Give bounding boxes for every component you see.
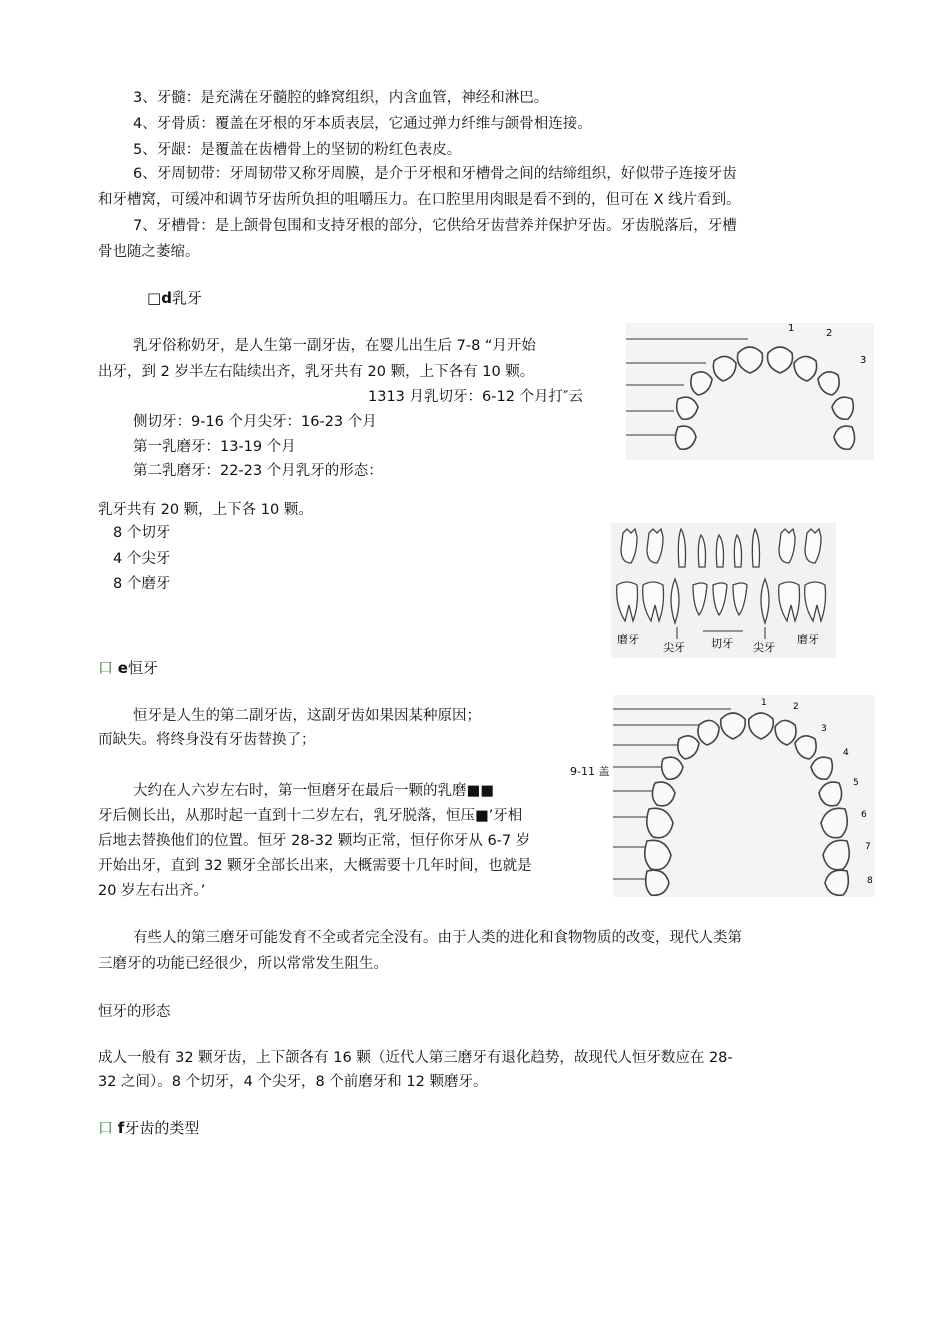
primary-forms-figure (611, 523, 836, 658)
permanent-para1-line-1: 恒牙是人生的第二副牙齿，这副牙齿如果因某种原因； (133, 708, 481, 724)
permanent-form-line-1: 成人一般有 32 颗牙齿，上下颌各有 16 颗（近代人第三磨牙有退化趋势，故现代人恒牙数应在 28- (98, 1050, 733, 1066)
primary-para-line-2: 出牙，到 2 岁半左右陆续出齐，乳牙共有 20 颗，上下各有 10 颗。 (98, 364, 535, 380)
forms-label-molar-right: 磨牙 (797, 633, 819, 646)
primary-count-line: 乳牙共有 20 颗，上下各 10 颗。 (98, 502, 313, 518)
primary-arch-svg (626, 323, 874, 460)
item-7-line-2: 骨也随之萎缩。 (98, 244, 200, 260)
primary-first-molar-line: 第一乳磨牙：13-19 个月 (133, 439, 296, 455)
item-5-gum: 5、牙龈：是覆盖在齿槽骨上的坚韧的粉红色表皮。 (133, 142, 462, 158)
primary-incisor-count: 8 个切牙 (113, 525, 171, 541)
primary-canine-count: 4 个尖牙 (113, 551, 171, 567)
primary-arch-label-1: 1 (788, 323, 795, 334)
permanent-para3-line-1: 有些人的第三磨牙可能发育不全或者完全没有。由于人类的进化和食物物质的改变，现代人类第 (133, 930, 742, 946)
permanent-arch-label-1: 1 (761, 698, 767, 708)
primary-arch-figure (626, 323, 874, 460)
permanent-arch-svg (613, 695, 875, 897)
section-d-box: □ (147, 289, 162, 307)
section-d-title: 乳牙 (171, 289, 202, 307)
primary-second-molar-line: 第二乳磨牙：22-23 个月乳牙的形态： (133, 463, 383, 479)
section-d-heading (147, 288, 202, 308)
forms-label-molar-left: 磨牙 (617, 633, 639, 646)
permanent-arch-label-2: 2 (793, 702, 799, 712)
primary-para-line-3: 1313 月乳切牙：6-12 个月打″云 (368, 389, 583, 405)
section-d-letter: d (161, 289, 172, 307)
item-4-cementum: 4、牙骨质：覆盖在牙根的牙本质表层，它通过弹力纤维与颌骨相连接。 (133, 116, 592, 132)
primary-para-line-1: 乳牙俗称奶牙，是人生第一副牙齿，在婴儿出生后 7-8 “月开始 (133, 338, 536, 354)
permanent-para2-line-1: 大约在人六岁左右时，第一恒磨牙在最后一颗的乳磨■■ (133, 783, 494, 799)
section-e-title: 恒牙 (127, 659, 158, 677)
primary-lateral-line: 侧切牙：9-16 个月尖牙：16-23 个月 (133, 414, 377, 430)
permanent-arch-label-7: 7 (865, 842, 871, 852)
permanent-form-line-2: 32 之间）。8 个切牙，4 个尖牙，8 个前磨牙和 12 颗磨牙。 (98, 1074, 488, 1090)
primary-arch-label-3: 3 (860, 355, 867, 366)
permanent-para2-line-5: 20 岁左右出齐。’ (98, 883, 206, 899)
item-7-line-1: 7、牙槽骨：是上颌骨包围和支持牙根的部分，它供给牙齿营养并保护牙齿。牙齿脱落后，牙槽 (133, 218, 737, 234)
section-e-heading (98, 658, 158, 678)
section-f-letter: f (117, 1119, 125, 1137)
permanent-side-note: 9-11 盖 (570, 765, 610, 778)
permanent-arch-label-6: 6 (861, 810, 867, 820)
permanent-form-title: 恒牙的形态 (98, 1004, 171, 1020)
permanent-arch-label-8: 8 (867, 876, 873, 886)
permanent-arch-label-3: 3 (821, 724, 827, 734)
section-e-box: 口 (98, 659, 114, 677)
section-f-heading (98, 1118, 199, 1138)
permanent-arch-label-4: 4 (843, 748, 849, 758)
primary-arch-label-2: 2 (826, 328, 833, 339)
permanent-para2-line-3: 后地去替换他们的位置。恒牙 28-32 颗均正常，恒仔你牙从 6-7 岁 (98, 833, 531, 849)
item-6-line-2: 和牙槽窝，可缓冲和调节牙齿所负担的咀嚼压力。在口腔里用肉眼是看不到的，但可在 X 线片看到。 (98, 192, 741, 208)
permanent-para2-line-2: 牙后侧长出，从那时起一直到十二岁左右，乳牙脱落，恒压■’牙相 (98, 808, 523, 824)
forms-label-canine-right: 尖牙 (753, 641, 775, 654)
forms-label-incisor: 切牙 (711, 637, 733, 650)
section-f-box: 口 (98, 1119, 114, 1137)
permanent-arch-label-5: 5 (853, 778, 859, 788)
forms-label-canine-left: 尖牙 (663, 641, 685, 654)
section-f-title: 牙齿的类型 (124, 1119, 200, 1137)
item-3-pulp: 3、牙髓：是充满在牙髓腔的蜂窝组织，内含血管，神经和淋巴。 (133, 90, 549, 106)
section-e-letter: e (117, 659, 128, 677)
permanent-para2-line-4: 开始出牙，直到 32 颗牙全部长出来，大概需要十几年时间，也就是 (98, 858, 532, 874)
permanent-arch-figure (613, 695, 875, 897)
permanent-para3-line-2: 三磨牙的功能已经很少，所以常常发生阻生。 (98, 956, 388, 972)
primary-forms-svg (611, 523, 836, 658)
permanent-para1-line-2: 而缺失。将终身没有牙齿替换了； (98, 732, 316, 748)
primary-molar-count: 8 个磨牙 (113, 576, 171, 592)
item-6-line-1: 6、牙周韧带：牙周韧带又称牙周膜，是介于牙根和牙槽骨之间的结缔组织，好似带子连接牙齿 (133, 166, 737, 182)
